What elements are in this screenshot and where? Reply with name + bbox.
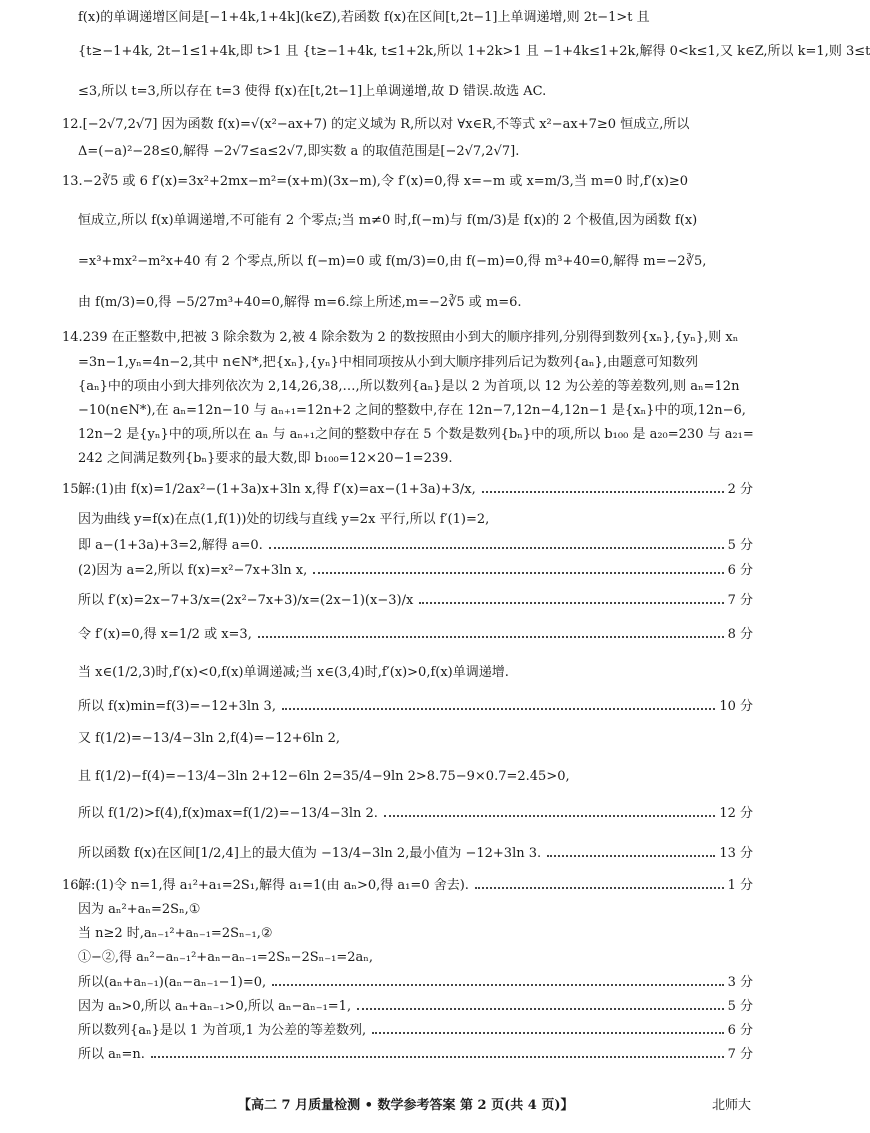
q12-line-2: Δ=(−a)²−28≤0,解得 −2√7≤a≤2√7,即实数 a 的取值范围是[−2√7,2√7]. xyxy=(78,144,520,159)
q15-row-score: 12 分 xyxy=(719,806,753,821)
q15-row xyxy=(78,699,753,715)
q14-line-1: 14.239 在正整数中,把被 3 除余数为 2,被 4 除余数为 2 的数按照由小到大的顺序排列,分别得到数列{xₙ},{yₙ},则 xₙ xyxy=(62,330,739,345)
q13-line-2: 恒成立,所以 f(x)单调递增,不可能有 2 个零点;当 m≠0 时,f(−m)与 f(m/3)是 f(x)的 2 个极值,因为函数 f(x) xyxy=(78,213,698,228)
dot-leader xyxy=(372,1032,723,1034)
q15-row-score: 2 分 xyxy=(727,482,753,497)
q15-row xyxy=(78,769,753,785)
q14-line-6: 242 之间满足数列{bₙ}要求的最大数,即 b₁₀₀=12×20−1=239. xyxy=(78,451,453,466)
q16-row-score: 5 分 xyxy=(727,999,753,1014)
q15-row-score: 13 分 xyxy=(719,846,753,861)
q16-row-text: 所以(aₙ+aₙ₋₁)(aₙ−aₙ₋₁−1)=0, xyxy=(78,975,267,990)
q16-row-score: 1 分 xyxy=(727,878,753,893)
q15-row xyxy=(78,593,753,609)
q14-line-4: −10(n∈N*),在 aₙ=12n−10 与 aₙ₊₁=12n+2 之间的整数中,存在 12n−7,12n−4,12n−1 是{xₙ}中的项,12n−6, xyxy=(78,403,746,418)
q15-row-text: 令 f′(x)=0,得 x=1/2 或 x=3, xyxy=(78,627,252,642)
q15-row-score: 7 分 xyxy=(727,593,753,608)
q16-row-text: ①−②,得 aₙ²−aₙ₋₁²+aₙ−aₙ₋₁=2Sₙ−2Sₙ₋₁=2aₙ, xyxy=(78,950,374,965)
q15-row-text: 当 x∈(1/2,3)时,f′(x)<0,f(x)单调递减;当 x∈(3,4)时,f′(x)>0,f(x)单调递增. xyxy=(78,665,509,680)
q12-line-1: 12.[−2√7,2√7] 因为函数 f(x)=√(x²−ax+7) 的定义域为 R,所以对 ∀x∈R,不等式 x²−ax+7≥0 恒成立,所以 xyxy=(62,117,690,132)
dot-leader xyxy=(282,708,715,710)
q15-number: 15. xyxy=(62,482,83,497)
q15-row xyxy=(78,627,753,643)
q15-row-score: 8 分 xyxy=(727,627,753,642)
dot-leader xyxy=(269,547,724,549)
q16-row-score: 7 分 xyxy=(727,1047,753,1062)
q16-row-score: 6 分 xyxy=(727,1023,753,1038)
q16-row xyxy=(78,999,753,1015)
q15-row-score: 5 分 xyxy=(727,538,753,553)
q15-row-text: 即 a−(1+3a)+3=2,解得 a=0. xyxy=(78,538,263,553)
q16-row xyxy=(78,1023,753,1039)
q15-row-text: 所以函数 f(x)在区间[1/2,4]上的最大值为 −13/4−3ln 2,最小值为 −12+3ln 3. xyxy=(78,846,542,861)
dot-leader xyxy=(151,1056,724,1058)
q14-line-5: 12n−2 是{yₙ}中的项,所以在 aₙ 与 aₙ₊₁之间的整数中存在 5 个数是数列{bₙ}中的项,所以 b₁₀₀ 是 a₂₀=230 与 a₂₁= xyxy=(78,427,754,442)
q16-row xyxy=(78,926,753,942)
q15-row-text: 又 f(1/2)=−13/4−3ln 2,f(4)=−12+6ln 2, xyxy=(78,731,340,746)
q15-row xyxy=(78,665,753,681)
page-footer xyxy=(0,1094,800,1114)
q16-row-text: 解:(1)令 n=1,得 a₁²+a₁=2S₁,解得 a₁=1(由 aₙ>0,得 a₁=0 舍去). xyxy=(78,878,469,893)
q15-row-score: 6 分 xyxy=(727,563,753,578)
dot-leader xyxy=(475,887,724,889)
dot-leader xyxy=(384,815,715,817)
q15-row xyxy=(78,731,753,747)
dot-leader xyxy=(547,855,715,857)
dot-leader xyxy=(272,984,723,986)
q16-row xyxy=(78,975,753,991)
q13-line-4: 由 f(m/3)=0,得 −5/27m³+40=0,解得 m=6.综上所述,m=−2∛5 或 m=6. xyxy=(78,295,522,310)
q11-line-3: ≤3,所以 t=3,所以存在 t=3 使得 f(x)在[t,2t−1]上单调递增,故 D 错误.故选 AC. xyxy=(78,84,547,99)
q11-line-1: f(x)的单调递增区间是[−1+4k,1+4k](k∈Z),若函数 f(x)在区间[t,2t−1]上单调递增,则 2t−1>t 且 xyxy=(78,10,650,25)
q15-row-text: 所以 f(1/2)>f(4),f(x)max=f(1/2)=−13/4−3ln 2. xyxy=(78,806,378,821)
q15-row xyxy=(78,563,753,579)
q16-row-text: 因为 aₙ²+aₙ=2Sₙ,① xyxy=(78,902,201,917)
q15-row-text: 解:(1)由 f(x)=1/2ax²−(1+3a)x+3ln x,得 f′(x)=ax−(1+3a)+3/x, xyxy=(78,482,476,497)
q15-row-text: (2)因为 a=2,所以 f(x)=x²−7x+3ln x, xyxy=(78,563,308,578)
q15-row-text: 所以 f′(x)=2x−7+3/x=(2x²−7x+3)/x=(2x−1)(x−3)/x xyxy=(78,593,414,608)
q16-row-score: 3 分 xyxy=(727,975,753,990)
q14-line-2: =3n−1,yₙ=4n−2,其中 n∈N*,把{xₙ},{yₙ}中相同项按从小到大顺序排列后记为数列{aₙ},由题意可知数列 xyxy=(78,355,698,370)
q15-row-text: 所以 f(x)min=f(3)=−12+3ln 3, xyxy=(78,699,276,714)
q15-row xyxy=(78,512,753,528)
dot-leader xyxy=(357,1008,724,1010)
q13-line-3: =x³+mx²−m²x+40 有 2 个零点,所以 f(−m)=0 或 f(m/3)=0,由 f(−m)=0,得 m³+40=0,解得 m=−2∛5, xyxy=(78,254,707,269)
footer-title: 【高二 7 月质量检测 • 数学参考答案 第 2 页(共 4 页)】 xyxy=(238,1098,574,1113)
q15-row xyxy=(78,806,753,822)
q15-row xyxy=(78,482,753,498)
q16-row xyxy=(78,950,753,966)
q16-row-text: 所以数列{aₙ}是以 1 为首项,1 为公差的等差数列, xyxy=(78,1023,367,1038)
q16-row-text: 当 n≥2 时,aₙ₋₁²+aₙ₋₁=2Sₙ₋₁,② xyxy=(78,926,273,941)
dot-leader xyxy=(258,636,724,638)
q14-line-3: {aₙ}中的项由小到大排列依次为 2,14,26,38,…,所以数列{aₙ}是以 2 为首项,以 12 为公差的等差数列,则 aₙ=12n xyxy=(78,379,740,394)
q11-line-2: {t≥−1+4k, 2t−1≤1+4k,即 t>1 且 {t≥−1+4k, t≤1+2k,所以 1+2k>1 且 −1+4k≤1+2k,解得 0<k≤1,又 k∈Z,所以 k=1,则 3≤t xyxy=(78,44,870,59)
dot-leader xyxy=(419,602,723,604)
q16-row xyxy=(78,902,753,918)
q15-row xyxy=(78,846,753,862)
q16-row-text: 因为 aₙ>0,所以 aₙ+aₙ₋₁>0,所以 aₙ−aₙ₋₁=1, xyxy=(78,999,352,1014)
footer-publisher: 北师大 xyxy=(712,1098,752,1113)
q16-row-text: 所以 aₙ=n. xyxy=(78,1047,145,1062)
q15-row-text: 且 f(1/2)−f(4)=−13/4−3ln 2+12−6ln 2=35/4−9ln 2>8.75−9×0.7=2.45>0, xyxy=(78,769,570,784)
q16-number: 16. xyxy=(62,878,83,893)
q15-row-text: 因为曲线 y=f(x)在点(1,f(1))处的切线与直线 y=2x 平行,所以 f′(1)=2, xyxy=(78,512,490,527)
q16-row xyxy=(78,1047,753,1063)
dot-leader xyxy=(482,491,724,493)
dot-leader xyxy=(313,572,723,574)
q15-row-score: 10 分 xyxy=(719,699,753,714)
q16-row xyxy=(78,878,753,894)
q15-row xyxy=(78,538,753,554)
q13-line-1: 13.−2∛5 或 6 f′(x)=3x²+2mx−m²=(x+m)(3x−m),令 f′(x)=0,得 x=−m 或 x=m/3,当 m=0 时,f′(x)≥0 xyxy=(62,174,689,189)
